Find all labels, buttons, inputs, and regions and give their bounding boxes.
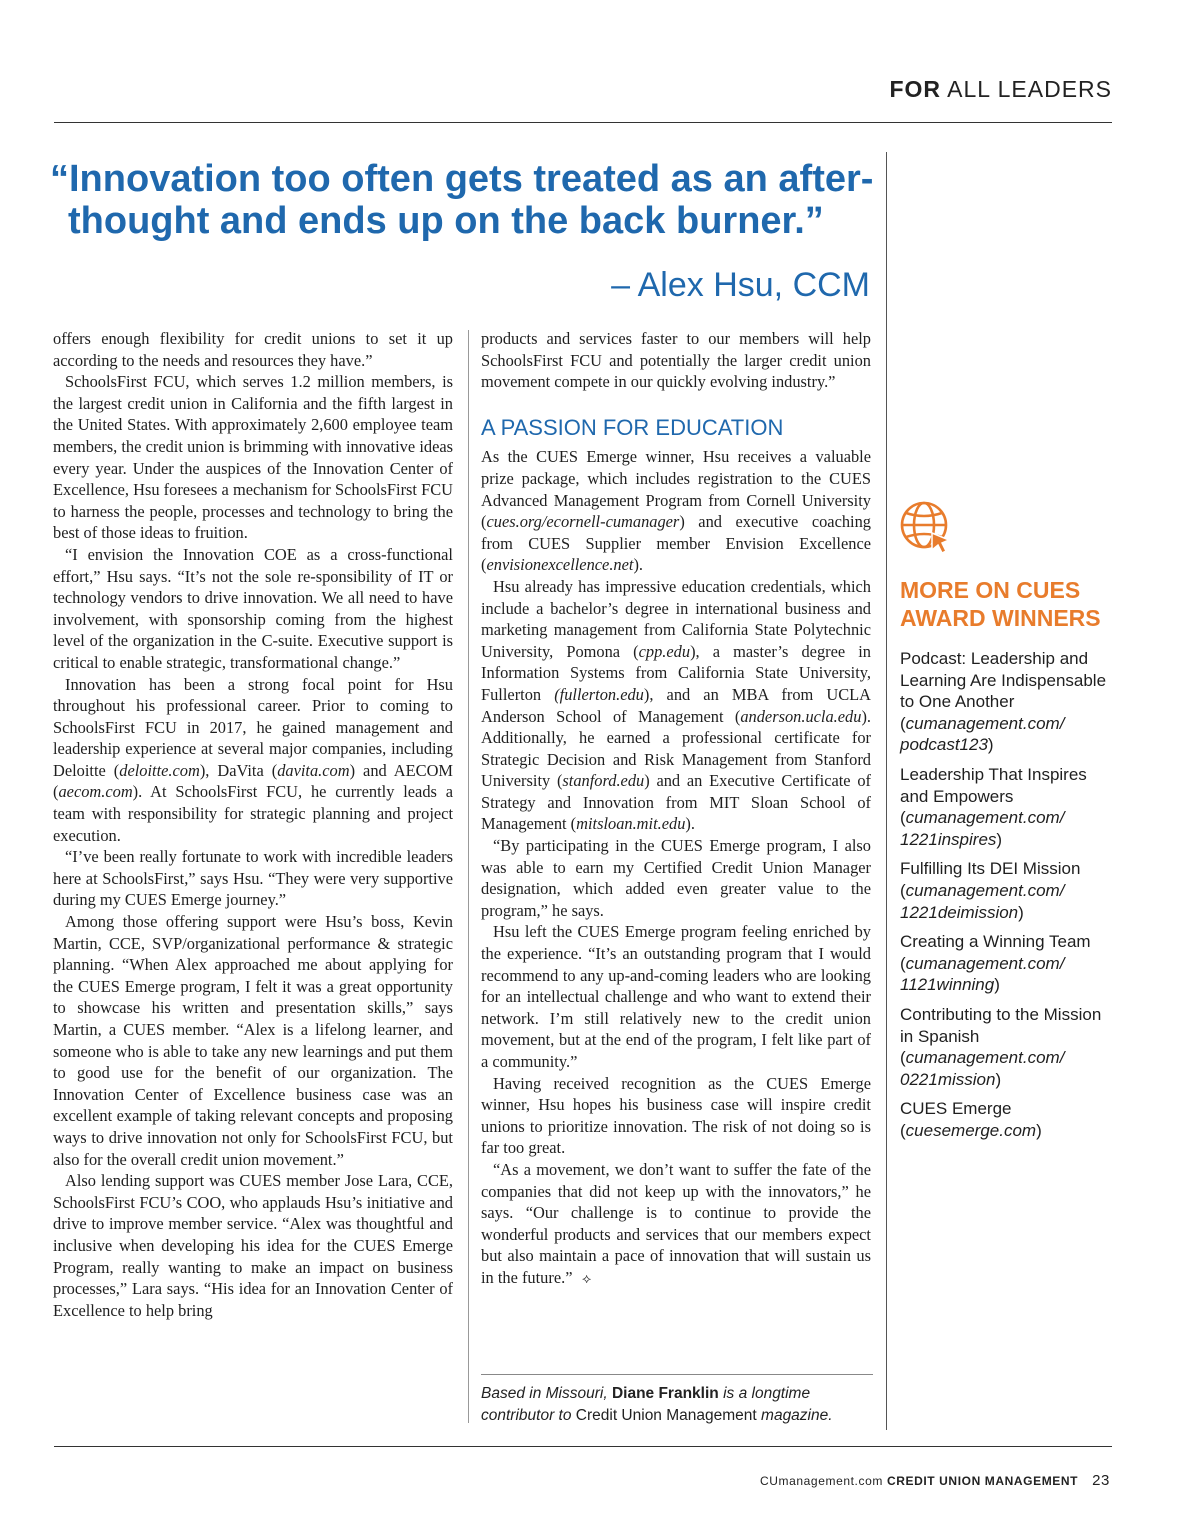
inline-link[interactable]: deloitte.com — [119, 760, 200, 780]
text-run: ). — [685, 814, 695, 834]
paragraph: Also lending support was CUES member Jose Lara, CCE, SchoolsFirst FCU’s COO, who applauds Hsu’s initiative and drive to improve member service. “Alex was thoughtful and inclusive when developing his idea for the CUES Emerge Program, really wanting to make an impact on business processes,” Lara says. “His idea for an Innovation Center of Excellence to help bring — [53, 1171, 453, 1320]
sidebar-link-url[interactable]: cumanagement.com/ 1221inspires — [900, 808, 1065, 849]
pull-quote-line1: “Innovation too often gets treated as an after- — [50, 158, 874, 200]
section-label-bold: FOR — [889, 76, 942, 102]
section-label-rest: ALL LEADERS — [947, 76, 1112, 102]
paragraph: Among those offering support were Hsu’s boss, Kevin Martin, CCE, SVP/organizational performance & strategic planning. “When Alex approached me about applying for the CUES Emerge program, I felt it was a great opportunity to showcase his written and presentation skills,” says Martin, a CUES member. “Alex is a lifelong learner, and someone who is able to take any new learnings and put them to good use for the benefit of our organization. The Innovation Center of Excellence business case was an excellent example of taking relevant concepts and proposing ways to drive innovation not only for SchoolsFirst FCU, but also for the overall credit union movement.” — [53, 912, 453, 1169]
sidebar-link-title: Leadership That Inspires and Empowers — [900, 764, 1087, 806]
pull-quote-line2: thought and ends up on the back burner.” — [68, 200, 824, 242]
sidebar-link-item[interactable]: Podcast: Leadership and Learning Are Indispensable to One Another (cumanagement.com/ podcast123) — [900, 649, 1107, 755]
bio-text: Based in Missouri, — [481, 1385, 608, 1402]
bottom-rule — [54, 1446, 1112, 1447]
pull-quote — [50, 158, 880, 242]
sidebar-heading: MORE ON CUES AWARD WINNERS — [900, 577, 1101, 631]
page-footer — [760, 1472, 1110, 1489]
text-run: Hsu already has impressive education credentials, which include a bachelor’s degree in international business and marketing management from California State Polytechnic University, Pomona ( — [481, 576, 871, 661]
text-run: ), a master’s degree in Information Systems from California State University, Fullerton — [481, 641, 872, 704]
article-column-1 — [53, 328, 453, 1321]
article-column-2 — [481, 328, 871, 1291]
author-name: Diane Franklin — [611, 1385, 719, 1402]
footer-site[interactable]: CUmanagement.com — [759, 1474, 883, 1488]
text-run: “As a movement, we don’t want to suffer the fate of the companies that did not keep up with the innovators,” he says. “Our challenge is to continue to provide the wonderful products and services that our members expect but also maintain a pace of innovation that will sustain us in the future.” — [481, 1159, 871, 1287]
inline-link[interactable]: envisionexcellence.net — [486, 555, 634, 575]
top-rule — [54, 122, 1112, 123]
sidebar-link-url[interactable]: cuesemerge.com — [905, 1120, 1037, 1140]
text-run: ), DaVita ( — [199, 760, 278, 780]
paragraph — [481, 446, 871, 576]
paragraph — [481, 576, 871, 835]
inline-link[interactable]: cpp.edu — [638, 641, 691, 661]
sidebar-link-title: Creating a Winning Team — [900, 932, 1091, 952]
text-run: ) and executive coaching from CUES Supplier member Envision Excellence ( — [481, 512, 871, 575]
sidebar-link-url[interactable]: cumanagement.com/ 1221deimission — [900, 880, 1065, 922]
inline-link[interactable]: mitsloan.mit.edu — [576, 814, 686, 834]
quote-attribution: – Alex Hsu, CCM — [611, 266, 870, 304]
paragraph — [53, 674, 453, 847]
text-run: Innovation has been a strong focal point for Hsu throughout his professional career. Prior to coming to SchoolsFirst FCU in 2017, he gained management and leadership experience at several major companies, including Deloitte ( — [53, 674, 453, 780]
inline-link[interactable]: davita.com — [277, 760, 350, 780]
inline-link[interactable]: anderson.ucla.edu — [740, 706, 862, 726]
sidebar-link-item[interactable]: Leadership That Inspires and Empowers (cumanagement.com/ 1221inspires) — [900, 764, 1087, 849]
inline-link[interactable]: aecom.com — [58, 782, 133, 802]
sidebar-link-title: Podcast: Leadership and Learning Are Indispensable to One Another — [900, 649, 1107, 712]
sidebar-link-url[interactable]: cumanagement.com/ 1121winning — [900, 953, 1065, 995]
paragraph: “By participating in the CUES Emerge program, I also was able to earn my Certified Credit Union Manager designation, which added even greater value to the program,” he says. — [481, 836, 871, 920]
sidebar-link-list — [900, 648, 1110, 1149]
text-run: ), and an MBA from UCLA Anderson School of Management ( — [481, 684, 871, 726]
paragraph: products and services faster to our members will help SchoolsFirst FCU and potentially the larger credit union movement compete in our quickly evolving industry.” — [481, 329, 871, 392]
text-run: ). — [633, 555, 644, 575]
paragraph — [481, 1159, 871, 1291]
paragraph: Having received recognition as the CUES Emerge winner, Hsu hopes his business case will inspire credit unions to prioritize innovation. The risk of not doing so is far too great. — [481, 1073, 871, 1158]
inline-link[interactable]: cues.org/ecornell-cumanager — [486, 512, 680, 532]
sidebar-link-item[interactable]: CUES Emerge (cuesemerge.com) — [900, 1099, 1042, 1140]
paragraph: SchoolsFirst FCU, which serves 1.2 million members, is the largest credit union in California and the fifth largest in the United States. With approximately 2,600 employee team members, the credit union is brimming with innovative ideas every year. Under the auspices of the Innovation Center of Excellence, Hsu foresees a mechanism for SchoolsFirst FCU to harness the people, processes and technology to bring the best of those ideas to fruition. — [53, 372, 453, 543]
sidebar-link-url[interactable]: cumanagement.com/ 0221mission — [900, 1048, 1065, 1089]
sidebar-link-item[interactable]: Fulfilling Its DEI Mission (cumanagement.com/ 1221deimission) — [900, 859, 1081, 922]
section-label — [889, 76, 1112, 103]
sidebar-link-title: Contributing to the Mission in Spanish — [900, 1004, 1102, 1046]
inline-link[interactable]: stanford.edu — [562, 771, 645, 791]
sidebar-link-item[interactable]: Creating a Winning Team (cumanagement.com/ 1121winning) — [900, 932, 1091, 995]
bio-text: magazine. — [761, 1407, 833, 1424]
paragraph: “I’ve been really fortunate to work with incredible leaders here at SchoolsFirst,” says Hsu. “They were very supportive during my CUES Emerge journey.” — [53, 847, 453, 910]
globe-cursor-icon — [899, 500, 953, 556]
text-run: ). Additionally, he earned a professional certificate for Strategic Decision and Risk Management from Stanford University ( — [481, 706, 871, 791]
section-heading: A PASSION FOR EDUCATION — [481, 414, 784, 440]
sidebar-link-title: CUES Emerge — [900, 1099, 1012, 1119]
text-run: ) and AECOM ( — [53, 760, 453, 802]
text-run: ) and an Executive Certificate of Strategy and Innovation from MIT Sloan School of Management ( — [481, 771, 871, 834]
text-run: ). At SchoolsFirst FCU, he currently leads a team with responsibility for strategic planning and project execution. — [53, 782, 453, 845]
bio-text: is a longtime contributor to — [481, 1385, 811, 1424]
column-divider — [468, 330, 469, 1423]
sidebar-link-title: Fulfilling Its DEI Mission — [900, 859, 1081, 879]
text-run: As the CUES Emerge winner, Hsu receives a valuable prize package, which includes registration to the CUES Advanced Management Program from Cornell University ( — [481, 447, 871, 532]
author-bio — [481, 1383, 881, 1427]
inline-link[interactable]: (fullerton.edu — [554, 684, 644, 704]
paragraph: offers enough flexibility for credit unions to set it up according to the needs and resources they have.” — [53, 329, 453, 370]
paragraph: Hsu left the CUES Emerge program feeling enriched by the experience. “It’s an outstanding program that I would recommend to any up-and-coming leaders who are looking for an intellectual challenge and who want to extend their network. I’m still relatively new to the credit union movement, but at the end of the program, I felt like part of a community.” — [481, 922, 871, 1071]
page-number: 23 — [1092, 1472, 1110, 1489]
magazine-name: Credit Union Management — [575, 1407, 757, 1424]
end-mark-icon: ⟡ — [581, 1271, 592, 1287]
bio-rule — [481, 1374, 873, 1375]
paragraph: “I envision the Innovation COE as a cross-functional effort,” Hsu says. “It’s not the sole re-sponsibility of IT or technology vendors to drive innovation. We all need to have involvement, with sponsorship coming from the highest level of the organization in the C-suite. Executive support is critical to enable strategic, transformational change.” — [53, 544, 453, 672]
sidebar-divider — [886, 152, 887, 1430]
sidebar-link-item[interactable]: Contributing to the Mission in Spanish (cumanagement.com/ 0221mission) — [900, 1004, 1102, 1089]
sidebar-link-url[interactable]: cumanagement.com/ podcast123 — [900, 713, 1065, 755]
footer-publication: CREDIT UNION MANAGEMENT — [886, 1474, 1079, 1488]
